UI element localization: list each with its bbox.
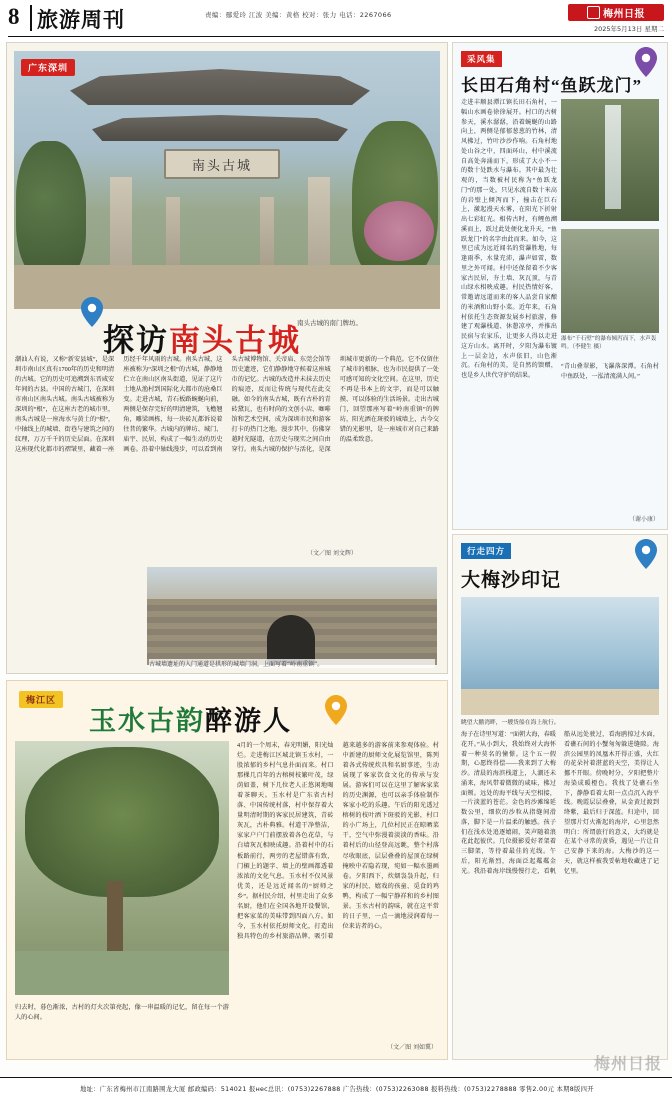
story2-headline-green: 玉水古: [89, 706, 176, 736]
gate-roof-upper: [70, 69, 370, 105]
block1-label: 采风集: [461, 51, 502, 67]
left-column: [6, 40, 446, 1060]
photo-ground: [14, 265, 440, 309]
story1-secondary-photo: [147, 567, 437, 665]
story2-body-tail: 归去时，暮色渐浓，古村的灯火次第亮起，像一串温暖的记忆，留在每一个游人的心间。: [15, 1004, 229, 1021]
story1-photo2-caption: 古城墙遗址的入门通道是拱形的城墙门洞，上面写着“岭南重镇”。: [149, 659, 435, 668]
section-title: 旅游周刊: [37, 8, 125, 32]
story1-headline: [103, 315, 301, 360]
masthead-divider: [30, 5, 32, 31]
story2-headline-black: 醉游人: [205, 706, 292, 736]
masthead: [0, 0, 672, 42]
story-yushui-village: [6, 680, 448, 1060]
block1-photo-rocks: [561, 229, 659, 333]
block1-lead-and-body: 走进丰顺县潭江镇长田石角村，一幅山水画卷徐徐展开。村口的古树参天，溪水潺潺，沿着蜿蜒的山路向上，两侧是郁郁葱葱的竹林，清风拂过，竹叶沙沙作响。石角村地处山谷之中，四面环山，村中溪流自高处奔涌而下，形成了大小不一的数十处跌水与瀑布。其中最为壮观的，当数被村民称为“鱼跃龙门”的那一处。只见水流自数十米高的岩壁上倾泻而下，撞击在巨石上，激起漫天水雾，在阳光下折射出七彩虹光。相传古时，有鲤鱼溯溪而上，跃过此处便化龙升天，“鱼跃龙门”的名字由此而来。如今，这里已成为远近闻名的赏瀑胜地，每逢雨季，水量充沛，瀑声如雷，数里之外可闻。村中还保留着不少客家古民居，夯土墙、灰瓦顶，与青山绿水相映成趣。村民热情好客，常邀请远道而来的客人品尝自家酿的米酒和山野小菜。近年来，石角村依托生态资源发展乡村旅游，修建了观瀑栈道、休憩凉亭，并推出民宿与农家乐，让更多人得以走进这方山水。离开时，夕阳为瀑布镀上一层金边，水声依旧，山色渐沉。石角村的美，是自然的馈赠，也是乡人世代守护的结果。: [461, 100, 557, 379]
story-dameisha: [452, 534, 668, 1060]
right-column: [452, 40, 666, 1060]
story-nantou-ancient-city: [6, 42, 448, 674]
block2-headline: 大梅沙印记: [461, 570, 562, 591]
story2-headline-green2: 韵: [176, 706, 205, 736]
story2-photo: [15, 741, 229, 995]
story1-headline-accent: 南头古城: [169, 323, 301, 358]
story1-signature: （文／图 刘文辉）: [307, 550, 357, 557]
footer-text: 地址：广东省梅州市江南路围龙大厦 邮政编码：514021 报нес总讯：(0753)2267888 广告热线：(0753)2263088 报料热线：(0753)2278888 零售2.00元 本期8版四开: [80, 1086, 594, 1093]
block1-body-cont: “青山叠翠影，飞瀑落深潭。石角村中鱼跃处，一泓清流满人间。”: [561, 364, 659, 380]
issue-date: 2025年5月13日 星期二: [593, 25, 664, 33]
story2-signature: （文／图 刘如冀）: [387, 1044, 437, 1051]
tree-trunk: [107, 881, 123, 961]
story-shijiao-village: [452, 42, 668, 530]
block2-photo-sea: [461, 597, 659, 715]
page-number: 8: [8, 4, 20, 29]
banyan-tree: [25, 747, 219, 897]
page-footer: [0, 1077, 672, 1100]
story1-region-badge: 广东深圳: [21, 59, 75, 76]
newspaper-name: 梅州日报: [603, 9, 645, 20]
block2-body-text: 海子在诗里写道：“面朝大海，春暖花开。”从小到大，我始终对大海怀着一种莫名的憧憬。这个五一假期，心愿终得偿——我来到了大梅沙。清晨的海滨栈道上，人潮还未涌来，海风带着微微的咸味，拂过面颊。远处的海平线与天空相接，一片淡蓝的苍茫。金色的沙滩绵延数公里，细软的沙粒从指缝间滑落，脚下是一片温柔的触感。孩子们在浅水处追逐嬉闹，笑声随着浪花此起彼伏。几位摄影爱好者架着三脚架，等待着最佳的光线。午后，阳光渐烈，海面泛起粼粼金光。我沿着海岸线慢慢行走，看帆船从远处驶过，看海鸥掠过水面，看礁石间的小蟹匆匆躲进缝隙。海滨公园里的凤凰木开得正盛，火红的花朵衬着湛蓝的天空，美得让人挪不开眼。傍晚时分，夕阳把整片海染成暖橙色。我找了处礁石坐下，静静看着太阳一点点沉入海平线。晚霞层层叠叠，从金黄过渡到绛紫，最后归于深蓝。归途中，回望那片灯火渐起的海岸，心里忽然明白：所谓旅行的意义，大约就是在某个寻常的黄昏，遇见一片让自己安静下来的海。大梅沙的这一天，就这样被我妥帖地收藏进了记忆里。: [461, 732, 659, 875]
newspaper-logo-icon: [587, 6, 600, 19]
story1-photo-caption: 南头古城的南门牌坊。: [297, 319, 362, 327]
beach-sand: [461, 689, 659, 715]
map-pin-icon: [325, 695, 347, 725]
newspaper-logo: [568, 4, 664, 21]
story1-headline-plain: 探访: [103, 323, 169, 358]
block1-photo-caption: 瀑布“千石壁”的瀑布倾泻而下，水声轰鸣。（李健生 摄）: [561, 336, 657, 351]
map-pin-icon: [81, 297, 103, 327]
story1-body-text: 潮汕人有说，又称“新安县城”，是深圳市南山区真有1700年的历史和明清的古城。它的历史可追溯到东晋咸安年间的古县。中国的古城门，在深圳市南山区南头古城。南头古城被称为深圳的“根”，在这座古老的城市里，南头古城是一座海水与黄土的“根”，中轴线上的城墙、街巷与建筑之间的纹理，万万千千的历史层面。在深圳这座现代化都市的褶皱里，藏着一座历经千年风雨的古城。南头古城，这座被称为“深圳之根”的古城，静静地伫立在南山区南头街道，见证了这片土地从渔村到国际化大都市的沧桑巨变。走进古城，青石板路蜿蜒向前，两侧是保存完好的明清建筑，飞檐翘角，雕梁画栋，每一块砖瓦都诉说着往昔的繁华。古城内的牌坊、城门、庙宇、民居，构成了一幅生动的历史画卷。沿着中轴线漫步，可以看到南头古城博物馆、关帝庙、东莞会馆等历史遗迹，它们静静地守候着这座城市的记忆。古城的改造并未抹去历史的痕迹，反而让传统与现代在此交融。如今的南头古城，既有古朴的青砖黛瓦，也有时尚的文创小店、咖啡馆和艺术空间，成为深圳市民和游客打卡的热门之地。漫步其中，仿佛穿越时光隧道，在历史与现实之间自由穿行。南头古城的保护与活化，是深圳城市更新的一个典范。它不仅留住了城市的根脉，也为市民提供了一处可感可知的文化空间。在这里，历史不再是书本上的文字，而是可以触摸、可以体验的生活场景。走出古城门，回望那座写着“岭南重镇”的牌坊，阳光洒在斑驳的城墙上，古今交错的光影里，是一座城市对自己来路的温柔致意。: [15, 356, 439, 454]
gate-plaque: 南头古城: [164, 149, 280, 179]
story1-main-photo: [14, 51, 440, 309]
village-pond: [15, 951, 229, 995]
flower-cluster: [364, 201, 434, 261]
block2-photo-caption: 眺望大鹏湾畔，一艘货船在海上航行。: [461, 720, 560, 726]
block1-headline: 长田石角村“鱼跃龙门”: [461, 76, 642, 95]
block2-label: 行走四方: [461, 543, 511, 559]
gate-roof-lower: [92, 115, 348, 141]
story2-headline: [89, 699, 292, 738]
block1-photo-waterfall: [561, 99, 659, 221]
story2-region-badge: 梅江区: [19, 691, 63, 708]
masthead-rule: [8, 36, 664, 37]
block1-signature: （谢小康）: [628, 516, 659, 523]
masthead-credits: 责编：鄢爱玲 江波 美编：黄格 校对：张力 电话：2267066: [205, 11, 392, 19]
ancient-gate: [70, 69, 370, 279]
gate-arch: [267, 615, 315, 665]
waterfall: [605, 105, 621, 209]
page-watermark: 梅州日报: [593, 1054, 662, 1073]
story2-body-text: 4月的一个周末，春光明媚，阳光灿烂。走进梅江区城北镇玉水村，一股浓郁的乡村气息扑面而来。村口那棵几百年的古榕树枝繁叶茂，绿荫如盖，树下几位老人正悠闲地喝着茶聊天。玉水村是广东省古村落、中国传统村落，村中保存着大量明清时期的客家民居建筑，青砖灰瓦，古朴典雅。村道干净整洁，家家户户门前摆放着各色花草，与白墙灰瓦相映成趣。沿着村中的石板路前行，两旁的老屋错落有致，门楣上的题字、墙上的壁画都透着浓浓的文化气息。玉水村不仅风景优美，还是远近闻名的“厨师之乡”。据村民介绍，村里走出了众多名厨，他们在全国各地开设餐馆，把客家菜的美味带到四面八方。如今，玉水村依托厨师文化，打造出独具特色的乡村旅游品牌，吸引着越来越多的游客前来参观体验。村中新建的厨师文化展览馆里，陈列着各式传统炊具和名厨事迹，生动展现了客家饮食文化的传承与发展。游客们可以在这里了解客家菜的历史渊源，也可以亲手体验制作客家小吃的乐趣。午后的阳光透过榕树的枝叶洒下斑驳的光影，村口的小广场上，几位村民正在晾晒菜干，空气中弥漫着淡淡的香味。沿着村后的山径登高远眺，整个村落尽收眼底，层层叠叠的屋顶在绿树掩映中若隐若现，宛如一幅水墨画卷。夕阳西下，炊烟袅袅升起，归家的村民、嬉戏的孩童、觅食的鸡鸭，构成了一幅宁静祥和的乡村图景。玉水古村的韵味，就在这平常的日子里，一点一滴地浸润着每一位来访者的心。: [237, 742, 439, 940]
